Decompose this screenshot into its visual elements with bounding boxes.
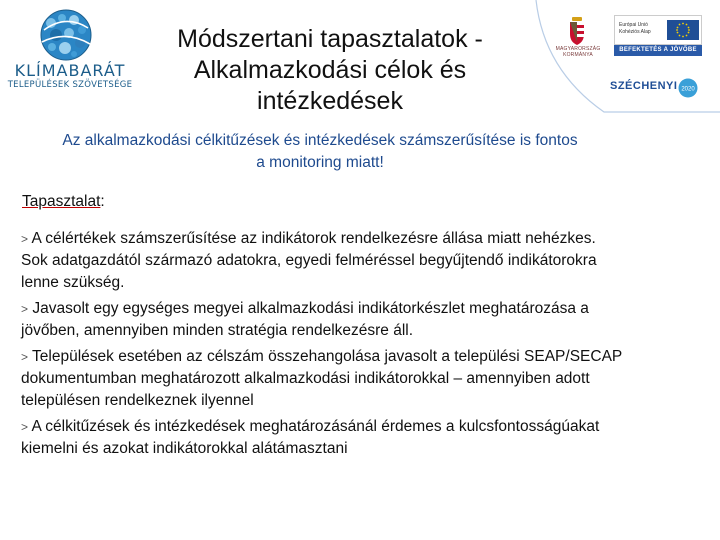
bullet-line: kiemelni és azokat indikátorokkal alátámasztani <box>21 440 348 457</box>
brand-subname: TELEPÜLÉSEK SZÖVETSÉGE <box>7 80 133 90</box>
bullet-line: > Települések esetében az célszám összehangolása javasolt a települési SEAP/SECAP <box>21 348 623 365</box>
szechenyi-badge-icon <box>678 78 698 98</box>
bullet-line: településen rendelkeznek ilyennel <box>21 392 254 409</box>
hungarian-crest-icon <box>564 16 590 46</box>
klimabarat-logo <box>0 0 140 100</box>
title-line: Módszertani tapasztalatok - <box>177 25 483 53</box>
experience-colon: : <box>100 193 105 210</box>
bullet-item <box>21 228 681 294</box>
government-label: MAGYARORSZÁG KORMÁNYA <box>555 46 601 58</box>
slide-title <box>140 24 520 117</box>
bullet-marker: > <box>21 302 29 316</box>
badge-year: 2020 <box>681 86 695 93</box>
bullet-line: > A célkitűzések és intézkedések meghatározásánál érdemes a kulcsfontosságúakat <box>21 418 600 435</box>
eu-logo <box>614 15 702 45</box>
bullet-list <box>21 228 681 464</box>
globe-icon <box>38 8 94 62</box>
subtitle-line: a monitoring miatt! <box>256 154 384 171</box>
funding-logos <box>540 0 720 110</box>
bullet-marker: > <box>21 350 29 364</box>
bullet-line: > Javasolt egy egységes megyei alkalmazkodási indikátorkészlet meghatározása a <box>21 300 589 317</box>
experience-label: Tapasztalat <box>22 193 101 210</box>
bullet-line: dokumentumban meghatározott alkalmazkodási indikátorokkal – amennyiben adott <box>21 370 590 387</box>
bullet-line: Sok adatgazdától származó adatokra, egyedi felméréssel begyűjtendő indikátorokra <box>21 252 597 269</box>
title-line: Alkalmazkodási célok és <box>193 56 467 84</box>
bullet-item <box>21 346 681 412</box>
subtitle-line: Az alkalmazkodási célkitűzések és intézkedések számszerűsítése is fontos <box>62 132 578 149</box>
slide-subtitle <box>0 130 640 174</box>
szechenyi-label: SZÉCHENYI <box>610 80 678 92</box>
eu-label: Európai Unió Kohéziós Alap <box>619 22 651 35</box>
bullet-marker: > <box>21 420 29 434</box>
bullet-line: lenne szükség. <box>21 274 125 291</box>
brand-name: KLÍMABARÁT <box>14 61 126 80</box>
bullet-marker: > <box>21 232 29 246</box>
invest-banner: BEFEKTETÉS A JÖVŐBE <box>614 45 702 56</box>
experience-heading <box>22 193 105 211</box>
bullet-line: jövőben, amennyiben minden stratégia rendelkezésre áll. <box>21 322 414 339</box>
title-line: intézkedések <box>257 87 403 115</box>
bullet-item <box>21 298 681 342</box>
bullet-item <box>21 416 681 460</box>
bullet-line: > A célértékek számszerűsítése az indikátorok rendelkezésre állása miatt nehézkes. <box>21 230 596 247</box>
eu-flag-icon <box>667 20 699 40</box>
